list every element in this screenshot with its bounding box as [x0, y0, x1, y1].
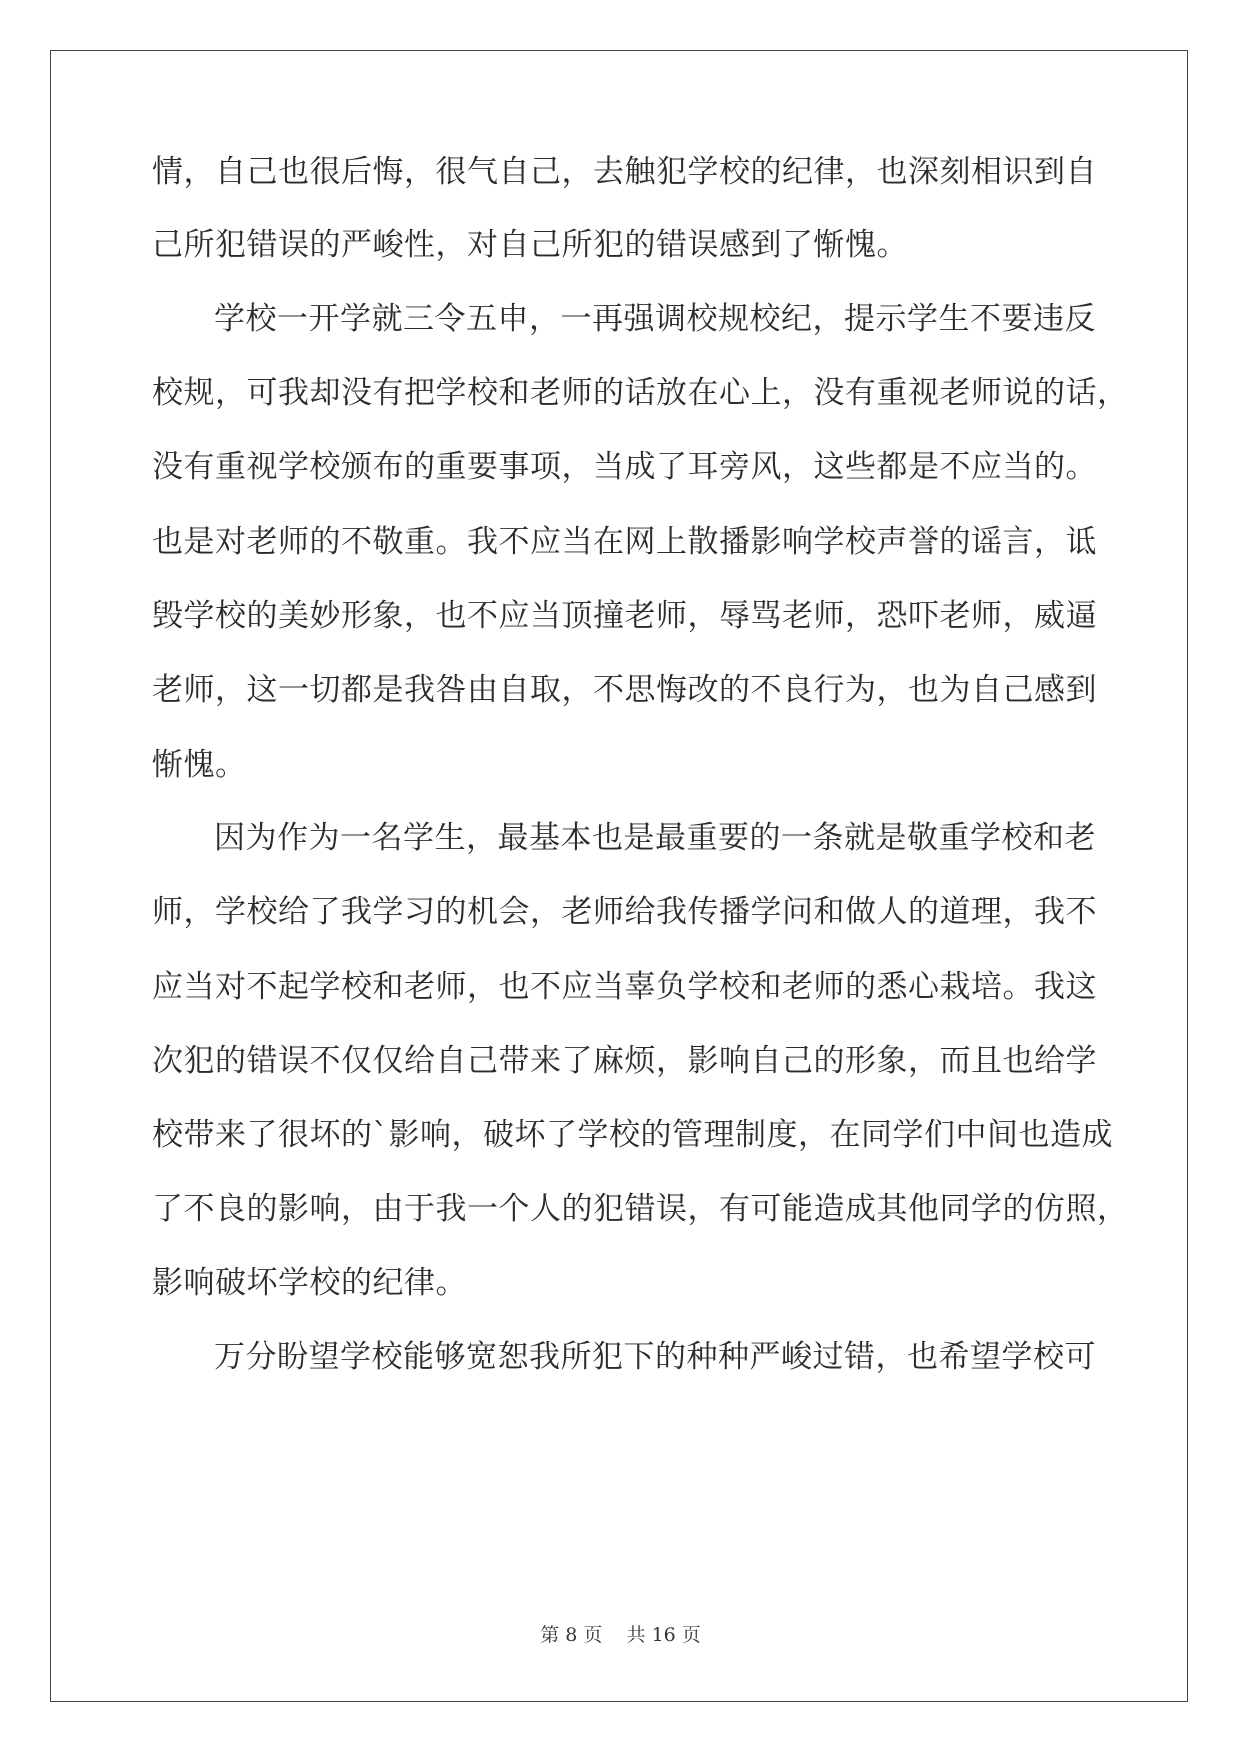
text-line: 应当对不起学校和老师，也不应当辜负学校和老师的悉心栽培。我这: [152, 969, 1097, 1005]
text-line: 学校一开学就三令五申，一再强调校规校纪，提示学生不要违反: [214, 301, 1096, 337]
page-footer: [0, 1623, 1241, 1647]
total-pages: 共 16 页: [626, 1624, 701, 1646]
text-line: 毁学校的美妙形象，也不应当顶撞老师，辱骂老师，恐吓老师，威逼: [152, 598, 1097, 634]
text-line: 影响破坏学校的纪律。: [152, 1265, 467, 1301]
text-line: 师，学校给了我学习的机会，老师给我传播学问和做人的道理，我不: [152, 894, 1097, 930]
text-line: 校规，可我却没有把学校和老师的话放在心上，没有重视老师说的话，: [152, 375, 1129, 411]
text-line: 己所犯错误的严峻性，对自己所犯的错误感到了惭愧。: [152, 227, 908, 263]
text-line: 因为作为一名学生，最基本也是最重要的一条就是敬重学校和老: [214, 820, 1096, 856]
text-line: 情，自己也很后悔，很气自己，去触犯学校的纪律，也深刻相识到自: [152, 154, 1097, 190]
text-line: 校带来了很坏的`影响，破坏了学校的管理制度，在同学们中间也造成: [152, 1117, 1113, 1153]
page-number: 第 8 页: [540, 1624, 603, 1646]
page-border: [50, 50, 1188, 1702]
text-line: 次犯的错误不仅仅给自己带来了麻烦，影响自己的形象，而且也给学: [152, 1043, 1097, 1079]
text-line: 没有重视学校颁布的重要事项，当成了耳旁风，这些都是不应当的。: [152, 449, 1097, 485]
text-line: 了不良的影响，由于我一个人的犯错误，有可能造成其他同学的仿照，: [152, 1191, 1129, 1227]
text-line: 万分盼望学校能够宽恕我所犯下的种种严峻过错，也希望学校可: [214, 1339, 1096, 1375]
text-line: 也是对老师的不敬重。我不应当在网上散播影响学校声誉的谣言，诋: [152, 524, 1097, 560]
text-line: 老师，这一切都是我咎由自取，不思悔改的不良行为，也为自己感到: [152, 672, 1097, 708]
text-line: 惭愧。: [152, 747, 247, 783]
